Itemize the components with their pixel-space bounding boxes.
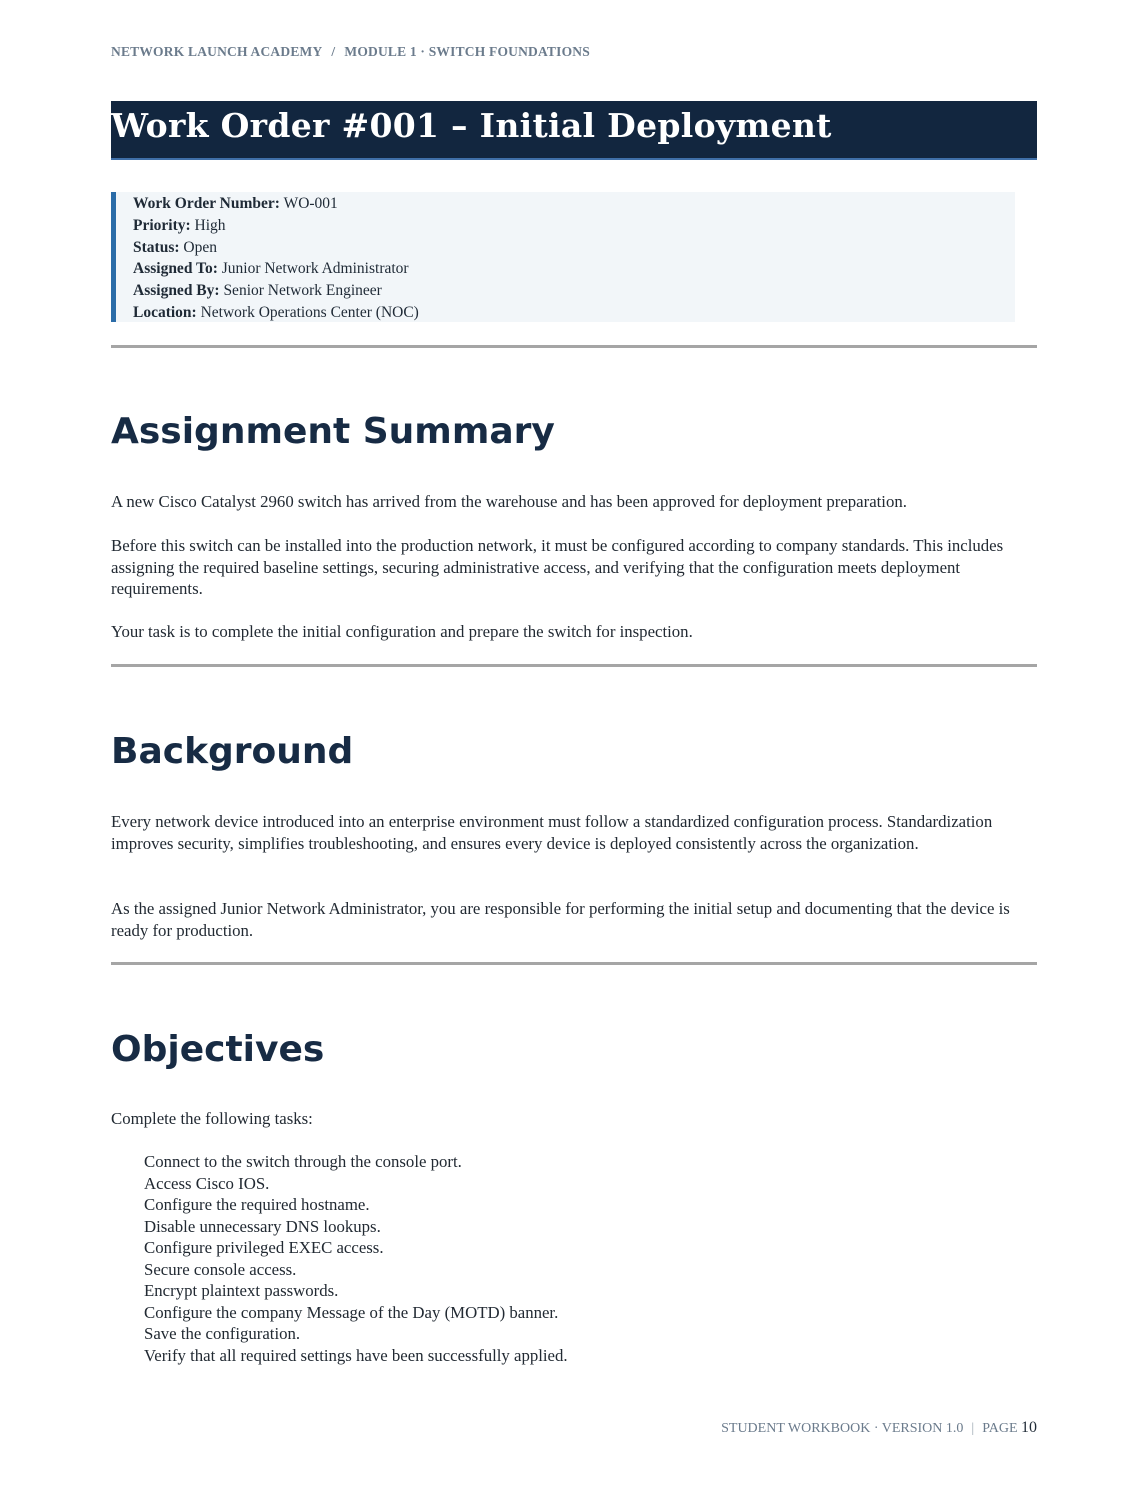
list-item: Connect to the switch through the console port. xyxy=(144,1152,462,1171)
priority-row xyxy=(133,215,1015,237)
field-label: Priority: xyxy=(133,216,191,234)
field-value: WO-001 xyxy=(283,195,338,212)
field-value: High xyxy=(194,216,226,234)
list-item: Disable unnecessary DNS lookups. xyxy=(144,1216,381,1236)
field-label: Status: xyxy=(133,238,180,256)
page-number: 10 xyxy=(1021,1419,1037,1436)
list-item: Configure privileged EXEC access. xyxy=(144,1238,384,1257)
section-divider xyxy=(111,345,1037,348)
list-item: Verify that all required settings have been successfully applied. xyxy=(144,1345,568,1365)
list-item: Access Cisco IOS. xyxy=(144,1173,270,1193)
page-title: Work Order #001 – Initial Deployment xyxy=(111,106,832,145)
location-row xyxy=(133,302,1015,324)
field-label: Assigned By: xyxy=(133,282,220,300)
assignment-summary-heading: Assignment Summary xyxy=(111,411,555,452)
work-order-number-row xyxy=(133,193,1015,215)
status-row xyxy=(133,237,1015,259)
page-label: PAGE xyxy=(982,1421,1018,1436)
field-value: Network Operations Center (NOC) xyxy=(200,303,419,321)
list-item: Encrypt plaintext passwords. xyxy=(144,1281,339,1300)
list-item: Configure the required hostname. xyxy=(144,1195,370,1214)
paragraph: Before this switch can be installed into the production network, it must be configured according to company standards. This includes assigning the required baseline settings, securing administrative access, and verifying that the configuration meets deployment requirements. xyxy=(111,536,1004,599)
objectives-intro: Complete the following tasks: xyxy=(111,1109,313,1128)
field-label: Location: xyxy=(133,303,197,321)
breadcrumb-separator: / xyxy=(331,44,336,59)
breadcrumb-module: MODULE 1 · SWITCH FOUNDATIONS xyxy=(344,44,590,59)
list-item: Secure console access. xyxy=(144,1259,297,1279)
breadcrumb-academy: NETWORK LAUNCH ACADEMY xyxy=(111,44,323,59)
paragraph: Every network device introduced into an enterprise environment must follow a standardized configuration process. Standardization improves security, simplifies troubleshooting, and ensures every device is deployed consistently across the organization. xyxy=(111,812,993,853)
objectives-list xyxy=(144,1151,568,1366)
work-order-details xyxy=(111,192,1015,322)
background-heading: Background xyxy=(111,731,354,772)
field-value: Junior Network Administrator xyxy=(221,260,409,278)
page-footer xyxy=(721,1419,1037,1437)
paragraph: Your task is to complete the initial configuration and prepare the switch for inspection. xyxy=(111,622,693,641)
field-label: Assigned To: xyxy=(133,260,218,278)
field-value: Open xyxy=(183,238,217,256)
section-divider xyxy=(111,664,1037,667)
list-item: Configure the company Message of the Day (MOTD) banner. xyxy=(144,1302,559,1322)
footer-separator: | xyxy=(971,1421,975,1436)
objectives-heading: Objectives xyxy=(111,1029,325,1070)
breadcrumb xyxy=(111,44,590,60)
title-banner xyxy=(111,101,1037,160)
assigned-by-row xyxy=(133,280,1015,302)
paragraph: As the assigned Junior Network Administrator, you are responsible for performing the initial setup and documenting that the device is ready for production. xyxy=(111,899,1010,940)
assigned-to-row xyxy=(133,258,1015,280)
list-item: Save the configuration. xyxy=(144,1324,301,1343)
footer-label: STUDENT WORKBOOK · VERSION 1.0 xyxy=(721,1421,964,1436)
paragraph: A new Cisco Catalyst 2960 switch has arrived from the warehouse and has been approved for deployment preparation. xyxy=(111,492,907,511)
field-label: Work Order Number: xyxy=(133,195,280,212)
section-divider xyxy=(111,962,1037,965)
field-value: Senior Network Engineer xyxy=(223,282,382,300)
